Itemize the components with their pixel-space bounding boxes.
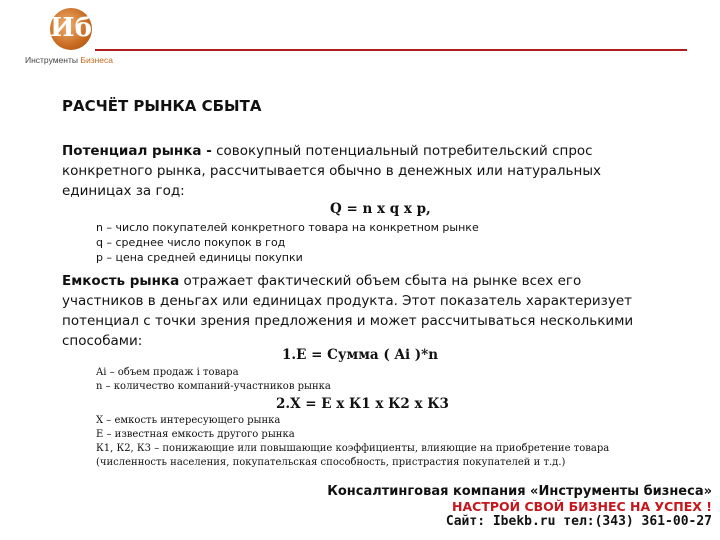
legend-item: E – известная емкость другого рынка	[96, 429, 295, 440]
legend-item: Ai – объем продаж i товара	[96, 367, 239, 378]
capacity-formula-2-legend	[96, 414, 609, 470]
company-logo	[14, 8, 124, 72]
legend-item: X – емкость интересующего рынка	[96, 415, 281, 426]
market-capacity-term: Емкость рынка	[62, 273, 180, 289]
market-potential-paragraph	[62, 141, 662, 201]
market-potential-term: Потенциал рынка -	[62, 143, 212, 159]
capacity-formula-2: 2.X = E x К1 х К2 х К3	[276, 396, 449, 412]
legend-item: p – цена средней единицы покупки	[96, 251, 303, 264]
market-capacity-definition: отражает фактический объем сбыта на рынке всех его участников в деньгах или единицах продукта. Этот показатель характеризует потенциал с точки зрения предложения и может рассчитываться несколькими способами:	[62, 273, 634, 349]
logo-text-part1: Инструменты	[24, 55, 78, 65]
legend-item: К1, К2, К3 – понижающие или повышающие коэффициенты, влияющие на приобретение товара	[96, 443, 610, 454]
market-capacity-paragraph	[62, 271, 662, 351]
page-title: РАСЧЁТ РЫНКА СБЫТА	[62, 97, 262, 115]
legend-item: n – число покупателей конкретного товара на конкретном рынке	[96, 221, 479, 234]
header-divider	[95, 49, 687, 51]
capacity-formula-1-legend	[96, 366, 331, 394]
legend-item: q – среднее число покупок в год	[96, 236, 286, 249]
legend-item: n – количество компаний-участников рынка	[96, 381, 331, 392]
logo-glyph: Иб	[50, 13, 92, 43]
footer-slogan: НАСТРОЙ СВОЙ БИЗНЕС НА УСПЕХ !	[452, 499, 712, 514]
logo-text-part2: Бизнеса	[80, 55, 113, 65]
capacity-formula-1: 1.E = Сумма ( Ai )*n	[282, 347, 439, 363]
footer-contacts: Сайт: Ibekb.ru тел:(343) 361-00-27	[445, 514, 712, 529]
market-potential-legend	[96, 220, 479, 265]
market-potential-formula: Q = n x q x p,	[330, 201, 431, 217]
market-potential-definition: совокупный потенциальный потребительский спрос конкретного рынка, рассчитывается обычно в денежных или натуральных единицах за год:	[62, 143, 601, 199]
logo-text	[14, 55, 124, 65]
footer-company: Консалтинговая компания «Инструменты бизнеса»	[327, 484, 712, 499]
legend-item: (численность населения, покупательская способность, пристрастия покупателей и т.д.)	[96, 457, 566, 468]
